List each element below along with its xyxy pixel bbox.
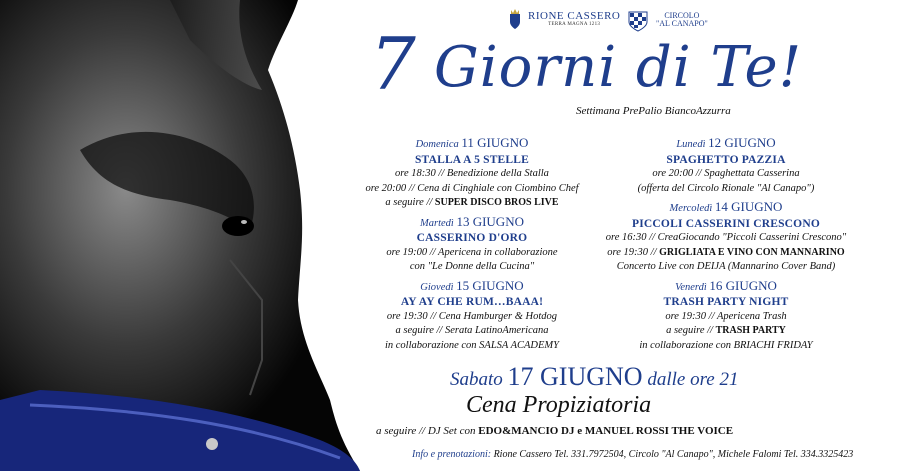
event-date: 11 GIUGNO <box>461 135 529 150</box>
event-line <box>358 310 586 325</box>
event-block <box>596 200 856 275</box>
left-column <box>358 136 586 357</box>
event-line <box>358 260 586 275</box>
event-line <box>358 339 586 354</box>
horse-head-photo <box>0 0 360 471</box>
event-line-text: ore 19:30 // Cena Hamburger & Hotdog <box>386 310 558 322</box>
event-line <box>358 246 586 261</box>
event-day <box>358 279 586 296</box>
event-line <box>596 167 856 182</box>
circolo-line1: CIRCOLO <box>664 10 700 20</box>
event-block <box>358 136 586 211</box>
event-name: SPAGHETTO PAZZIA <box>666 153 786 166</box>
event-line-text: con "Le Donne della Cucina" <box>409 261 535 272</box>
subtitle: Settimana PrePalio BiancoAzzurra <box>576 105 731 117</box>
event-day <box>596 279 856 296</box>
event-line <box>358 324 586 339</box>
saturday-followup <box>376 425 733 437</box>
event-weekday: Venerdì <box>675 281 707 293</box>
event-line <box>596 231 856 246</box>
event-line <box>358 182 586 197</box>
event-weekday: Giovedì <box>420 281 454 293</box>
event-line <box>358 167 586 182</box>
event-line-text: ore 20:00 // Cena di Cinghiale con Ciombino Chef <box>365 182 579 194</box>
event-block <box>358 279 586 354</box>
saturday-date-num: 17 GIUGNO <box>507 362 643 391</box>
main-title <box>370 18 830 108</box>
event-line-text: a seguire // Serata LatinoAmericana <box>395 325 549 336</box>
saturday-day: Sabato <box>450 369 503 390</box>
event-line-text: a seguire // <box>666 325 716 336</box>
event-name: AY AY CHE RUM…BAAA! <box>400 296 544 308</box>
event-line-text: (offerta del Circolo Rionale "Al Canapo") <box>637 182 815 194</box>
event-name: PICCOLI CASSERINI CRESCONO <box>632 217 820 230</box>
event-weekday: Martedì <box>420 217 454 229</box>
event-day <box>596 136 856 153</box>
event-line <box>596 246 856 261</box>
title-words: Giorni di Te! <box>434 35 803 100</box>
event-line-bold: SUPER DISCO BROS LIVE <box>434 197 559 208</box>
event-line-text: Concerto Live con DEIJA (Mannarino Cover Band) <box>616 261 836 272</box>
followup-prefix: a seguire // DJ Set con <box>376 425 479 437</box>
right-column <box>596 136 856 357</box>
title-number: 7 <box>370 22 416 106</box>
event-name: CASSERINO D'ORO <box>416 232 528 244</box>
event-line-text: a seguire // <box>385 197 435 208</box>
event-line-text: ore 19:00 // Apericena in collaborazione <box>386 246 558 258</box>
event-date: 14 GIUGNO <box>714 199 783 214</box>
event-date: 13 GIUGNO <box>456 213 524 229</box>
event-weekday: Domenica <box>415 139 459 150</box>
event-block <box>358 215 586 275</box>
event-line-text: in collaborazione con BRIACHI FRIDAY <box>639 339 813 351</box>
event-line-text: ore 19:30 // <box>607 246 660 258</box>
event-line <box>596 324 856 339</box>
info-text: Rione Cassero Tel. 331.7972504, Circolo "Al Canapo", Michele Falomi Tel. 334.3325423 <box>493 449 854 460</box>
event-name: TRASH PARTY NIGHT <box>663 296 789 308</box>
info-line <box>412 449 853 460</box>
event-line <box>358 196 586 211</box>
rione-cassero-name: RIONE CASSERO <box>528 9 621 22</box>
event-name: STALLA A 5 STELLE <box>414 153 530 166</box>
cena-propiziatoria: Cena Propiziatoria <box>466 392 652 418</box>
event-line <box>596 310 856 325</box>
event-date: 12 GIUGNO <box>708 135 776 150</box>
event-block <box>596 136 856 196</box>
event-block <box>596 279 856 354</box>
event-line-text: ore 16:30 // CreaGiocando "Piccoli Casserini Crescono" <box>605 232 847 243</box>
event-line-text: ore 20:00 // Spaghettata Casserina <box>652 168 800 179</box>
rione-cassero-sub: TERRA MAGNA 1213 <box>548 22 601 28</box>
event-date: 16 GIUGNO <box>709 277 777 293</box>
circolo-line2: "AL CANAPO" <box>656 19 708 28</box>
event-weekday: Lunedì <box>676 139 706 150</box>
event-line-bold: TRASH PARTY <box>715 325 786 336</box>
event-weekday: Mercoledì <box>669 203 713 214</box>
event-date: 15 GIUGNO <box>456 277 524 293</box>
event-day <box>596 200 856 217</box>
event-line-text: ore 19:30 // Apericena Trash <box>665 310 787 322</box>
followup-djs: EDO&MANCIO DJ e MANUEL ROSSI THE VOICE <box>478 425 734 437</box>
event-line-bold: GRIGLIATA E VINO CON MANNARINO <box>659 246 845 258</box>
event-line-text: ore 18:30 // Benedizione della Stalla <box>395 168 549 179</box>
event-line-text: in collaborazione con SALSA ACADEMY <box>384 339 560 351</box>
event-line <box>596 260 856 275</box>
event-line <box>596 182 856 197</box>
saturday-date <box>450 362 738 392</box>
event-day <box>358 215 586 232</box>
saturday-time: dalle ore 21 <box>647 369 739 390</box>
event-day <box>358 136 586 153</box>
info-label: Info e prenotazioni: <box>412 449 492 460</box>
event-line <box>596 339 856 354</box>
